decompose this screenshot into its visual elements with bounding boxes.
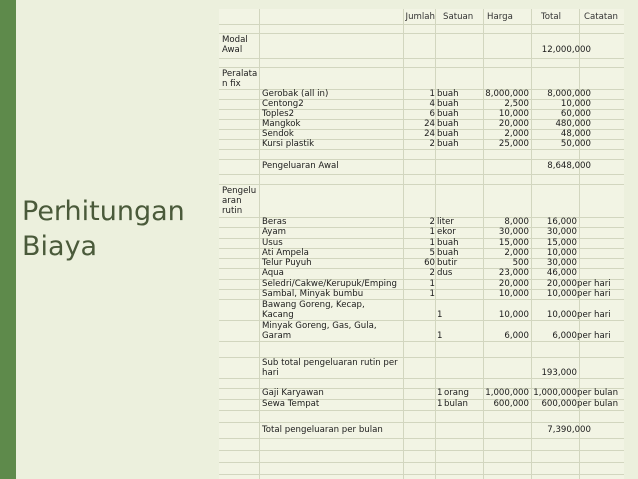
header-row xyxy=(219,9,624,25)
item-qty: 1 xyxy=(429,227,435,238)
item-note: per hari xyxy=(577,278,611,289)
item-name: Toples2 xyxy=(262,109,295,119)
item-name: Kursi plastik xyxy=(262,139,315,149)
item-name: Ayam xyxy=(262,227,287,238)
item-name: Sewa Tempat xyxy=(262,399,320,409)
item-price: 2,000 xyxy=(504,247,529,258)
item-price: 23,000 xyxy=(498,268,529,279)
item-total: 10,000 xyxy=(560,99,591,109)
item-price: 10,000 xyxy=(498,109,529,119)
table-row xyxy=(219,299,624,321)
item-price: 20,000 xyxy=(498,278,529,289)
rutin-label: aran xyxy=(222,196,242,206)
item-note: per hari xyxy=(577,288,611,299)
item-unit: buah xyxy=(437,99,459,109)
item-total: 16,000 xyxy=(546,217,577,227)
header-catatan: Catatan xyxy=(584,12,618,22)
item-price: 15,000 xyxy=(498,237,529,248)
section-label-row xyxy=(219,67,624,90)
item-name: Telur Puyuh xyxy=(262,258,312,268)
item-note: per bulan xyxy=(577,388,619,398)
item-qty: 1 xyxy=(429,278,435,289)
item-total: 50,000 xyxy=(560,139,591,149)
item-qty: 2 xyxy=(429,139,435,149)
item-total: 1,000,000 xyxy=(533,388,577,398)
item-unit: buah xyxy=(437,237,459,248)
header-total: Total xyxy=(541,12,562,22)
item-price: 8,000,000 xyxy=(485,89,529,99)
item-price: 2,500 xyxy=(504,99,529,109)
item-name: Garam xyxy=(262,331,292,341)
item-name: Usus xyxy=(262,237,283,248)
item-unit: dus xyxy=(437,268,453,279)
subtotal-label: hari xyxy=(262,368,279,378)
spacer-row xyxy=(219,462,624,475)
item-name: Mangkok xyxy=(262,119,301,129)
item-name: Kacang xyxy=(262,310,294,320)
header-jumlah: Jumlah xyxy=(405,12,435,22)
item-price: 20,000 xyxy=(498,119,529,129)
item-total: 10,000 xyxy=(546,247,577,258)
subtotal-label: Sub total pengeluaran rutin per xyxy=(262,358,398,368)
item-qty: 1 xyxy=(437,331,443,341)
item-note: per bulan xyxy=(577,399,619,409)
item-unit: bulan xyxy=(444,399,469,409)
slide-title-line-2: Biaya xyxy=(22,231,98,262)
item-total: 30,000 xyxy=(546,227,577,238)
item-price: 10,000 xyxy=(498,288,529,299)
sidebar-accent-strip xyxy=(0,0,16,479)
item-qty: 1 xyxy=(437,388,443,398)
item-total: 10,000 xyxy=(546,310,577,320)
item-qty: 1 xyxy=(429,89,435,99)
item-total: 15,000 xyxy=(546,237,577,248)
item-unit: buah xyxy=(437,109,459,119)
table-row xyxy=(219,159,624,175)
total-bulan-label: Total pengeluaran per bulan xyxy=(262,425,383,435)
item-total: 600,000 xyxy=(541,399,577,409)
item-price: 2,000 xyxy=(504,129,529,139)
item-total: 60,000 xyxy=(560,109,591,119)
item-price: 600,000 xyxy=(493,399,529,409)
item-unit: buah xyxy=(437,119,459,129)
item-name: Gerobak (all in) xyxy=(262,89,329,99)
item-note: per hari xyxy=(577,310,611,320)
item-total: 480,000 xyxy=(555,119,591,129)
item-note: per hari xyxy=(577,331,611,341)
header-satuan: Satuan xyxy=(443,12,474,22)
item-name: Beras xyxy=(262,217,287,227)
item-qty: 1 xyxy=(437,399,443,409)
item-total: 10,000 xyxy=(546,288,577,299)
item-unit: buah xyxy=(437,129,459,139)
item-total: 8,000,000 xyxy=(547,89,591,99)
item-name: Bawang Goreng, Kecap, xyxy=(262,300,365,310)
item-qty: 5 xyxy=(429,247,435,258)
item-total: 48,000 xyxy=(560,129,591,139)
modal-label: Modal xyxy=(222,35,248,45)
item-unit: buah xyxy=(437,89,459,99)
item-qty: 24 xyxy=(424,129,435,139)
item-price: 30,000 xyxy=(498,227,529,238)
item-qty: 60 xyxy=(424,258,435,268)
item-price: 10,000 xyxy=(498,310,529,320)
slide-title-line-1: Perhitungan xyxy=(22,196,185,227)
peralatan-label: n fix xyxy=(222,79,241,89)
item-price: 6,000 xyxy=(504,331,529,341)
total-row xyxy=(219,422,624,439)
item-name: Ati Ampela xyxy=(262,247,309,258)
item-qty: 1 xyxy=(429,237,435,248)
table-row xyxy=(219,33,624,59)
item-name: Centong2 xyxy=(262,99,304,109)
spacer-row xyxy=(219,341,624,358)
total-bulan-total: 7,390,000 xyxy=(547,425,591,435)
item-unit: butir xyxy=(437,258,458,268)
item-price: 500 xyxy=(512,258,529,268)
pengeluaran-awal-total: 8,648,000 xyxy=(547,161,591,171)
pengeluaran-awal-label: Pengeluaran Awal xyxy=(262,161,339,171)
item-unit: orang xyxy=(444,388,469,398)
modal-total: 12,000,000 xyxy=(541,45,591,55)
rutin-label: rutin xyxy=(222,206,243,216)
item-qty: 24 xyxy=(424,119,435,129)
item-qty: 6 xyxy=(429,109,435,119)
item-unit: buah xyxy=(437,247,459,258)
item-price: 8,000 xyxy=(504,217,529,227)
item-name: Gaji Karyawan xyxy=(262,388,324,398)
item-price: 1,000,000 xyxy=(485,388,529,398)
rutin-label: Pengelu xyxy=(222,186,257,196)
item-total: 30,000 xyxy=(546,258,577,268)
item-unit: liter xyxy=(437,217,454,227)
subtotal-row xyxy=(219,357,624,379)
section-label-row xyxy=(219,184,624,218)
item-unit: buah xyxy=(437,139,459,149)
item-qty: 1 xyxy=(437,310,443,320)
slide-title xyxy=(22,194,212,264)
table-row xyxy=(219,320,624,342)
item-total: 46,000 xyxy=(546,268,577,279)
item-qty: 2 xyxy=(429,268,435,279)
item-qty: 1 xyxy=(429,288,435,299)
item-total: 6,000 xyxy=(552,331,577,341)
modal-label: Awal xyxy=(222,45,243,55)
item-name: Sendok xyxy=(262,129,294,139)
item-price: 25,000 xyxy=(498,139,529,149)
item-qty: 4 xyxy=(429,99,435,109)
item-name: Sambal, Minyak bumbu xyxy=(262,288,364,299)
item-name: Seledri/Cakwe/Kerupuk/Emping xyxy=(262,278,397,289)
item-name: Minyak Goreng, Gas, Gula, xyxy=(262,321,377,331)
item-total: 20,000 xyxy=(546,278,577,289)
cost-spreadsheet xyxy=(219,9,624,479)
item-unit: ekor xyxy=(437,227,456,238)
subtotal-total: 193,000 xyxy=(541,368,577,378)
peralatan-label: Peralata xyxy=(222,69,258,79)
header-harga: Harga xyxy=(487,12,513,22)
item-qty: 2 xyxy=(429,217,435,227)
item-name: Aqua xyxy=(262,268,284,279)
